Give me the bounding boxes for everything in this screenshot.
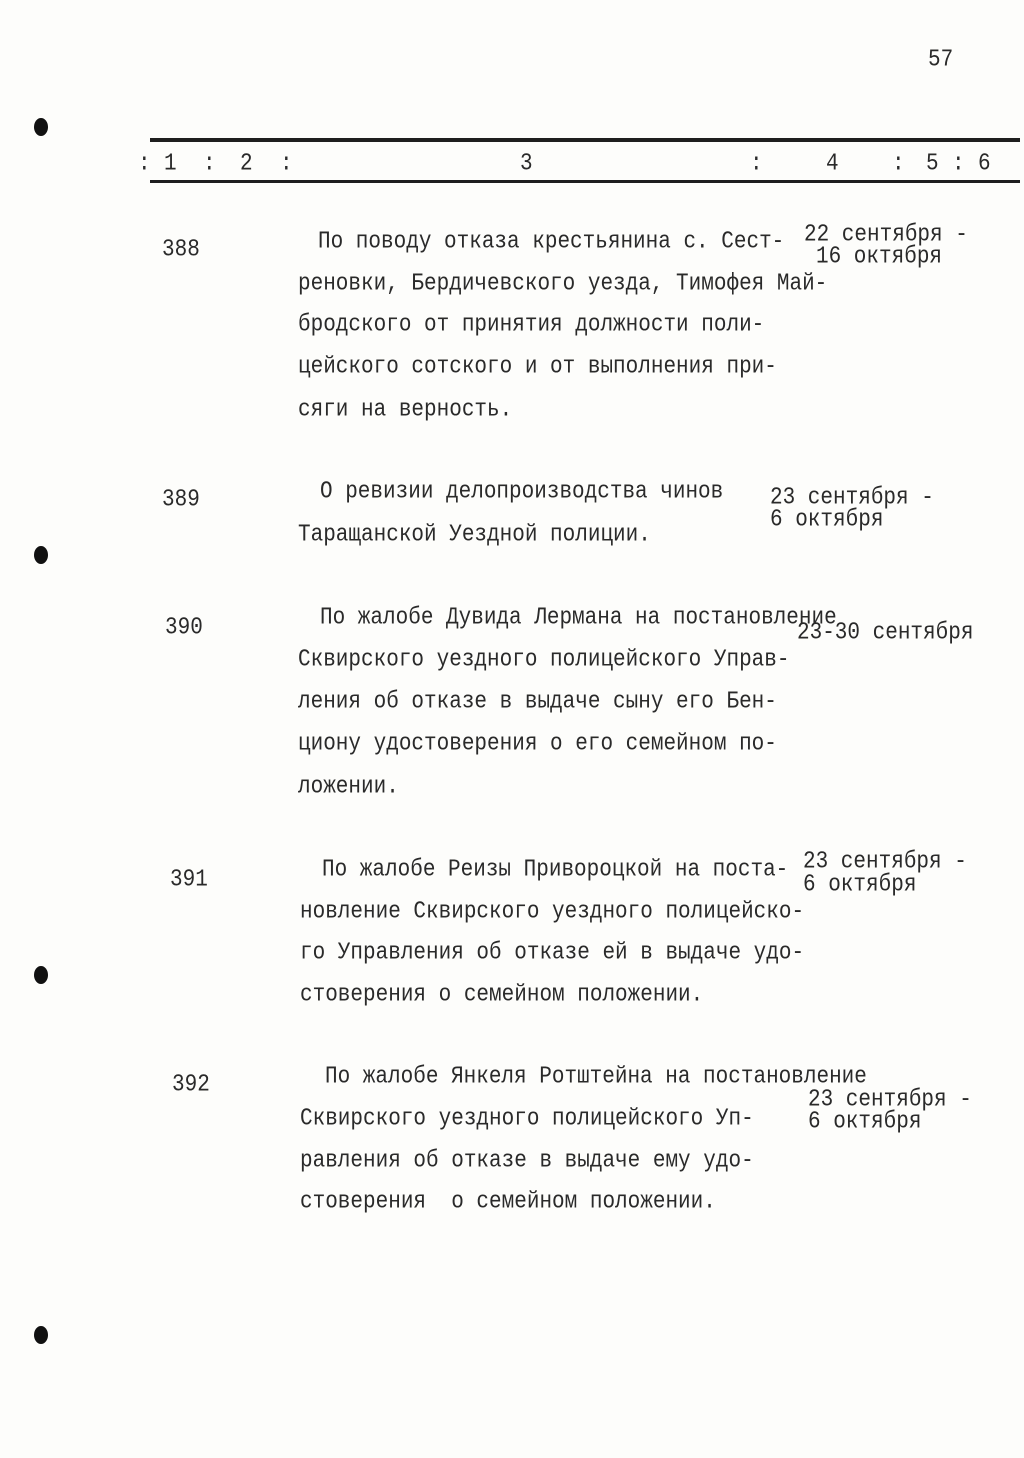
entry-text-line: ления об отказе в выдаче сыну его Бен- — [298, 688, 777, 716]
entry-text-line: реновки, Бердичевского уезда, Тимофея Май- — [298, 270, 828, 298]
entry-text-line: О ревизии делопроизводства чинов — [320, 478, 724, 506]
col-sep: : — [138, 150, 151, 178]
entry-number: 390 — [165, 614, 203, 642]
page-number: 57 — [928, 46, 954, 74]
entry-date: 23 сентября - — [808, 1086, 972, 1114]
entry-text-line: равления об отказе в выдаче ему удо- — [300, 1147, 754, 1175]
entry-text-line: По поводу отказа крестьянина с. Сест- — [318, 228, 785, 256]
entry-text-line: новление Сквирского уездного полицейско- — [300, 898, 805, 926]
entry-date: 16 октября — [816, 243, 943, 271]
entry-text-line: циону удостоверения о его семейном по- — [298, 730, 777, 758]
header-rule-top — [150, 138, 1020, 142]
col-sep: : — [280, 150, 293, 178]
col-sep: : — [750, 150, 763, 178]
entry-date: 6 октября — [770, 506, 884, 534]
col-header-2: 2 — [240, 150, 253, 178]
col-header-3: 3 — [520, 150, 533, 178]
col-sep: : — [952, 150, 965, 178]
entry-text-line: Таращанской Уездной полиции. — [298, 521, 651, 549]
entry-number: 392 — [172, 1071, 210, 1099]
entry-text-line: По жалобе Реизы Привороцкой на поста- — [322, 856, 789, 884]
col-sep: : — [892, 150, 905, 178]
entry-date: 6 октября — [803, 871, 917, 899]
entry-text-line: стоверения о семейном положении. — [300, 981, 704, 1009]
entry-number: 388 — [162, 236, 200, 264]
punch-hole — [34, 546, 48, 564]
punch-hole — [34, 966, 48, 984]
entry-date: 6 октября — [808, 1108, 922, 1136]
col-sep: : — [203, 150, 216, 178]
col-header-6: 6 — [978, 150, 991, 178]
entry-number: 391 — [170, 866, 208, 894]
entry-text-line: го Управления об отказе ей в выдаче удо- — [300, 939, 805, 967]
entry-text-line: Сквирского уездного полицейского Управ- — [298, 646, 790, 674]
entry-text-line: стоверения о семейном положении. — [300, 1188, 716, 1216]
entry-number: 389 — [162, 486, 200, 514]
entry-text-line: цейского сотского и от выполнения при- — [298, 353, 777, 381]
entry-date: 23-30 сентября — [797, 619, 974, 647]
entry-date: 23 сентября - — [803, 848, 967, 876]
entry-text-line: По жалобе Янкеля Ротштейна на постановление — [325, 1063, 867, 1091]
entry-date: 23 сентября - — [770, 484, 934, 512]
entry-text-line: ложении. — [298, 773, 399, 801]
punch-hole — [34, 1326, 48, 1344]
header-rule-bottom — [150, 180, 1020, 183]
entry-text-line: сяги на верность. — [298, 396, 513, 424]
col-header-5: 5 — [926, 150, 939, 178]
punch-hole — [34, 118, 48, 136]
entry-text-line: бродского от принятия должности поли- — [298, 311, 765, 339]
col-header-1: 1 — [164, 150, 177, 178]
col-header-4: 4 — [826, 150, 839, 178]
entry-text-line: Сквирского уездного полицейского Уп- — [300, 1105, 754, 1133]
entry-date: 22 сентября - — [804, 221, 968, 249]
entry-text-line: По жалобе Дувида Лермана на постановление — [320, 604, 837, 632]
